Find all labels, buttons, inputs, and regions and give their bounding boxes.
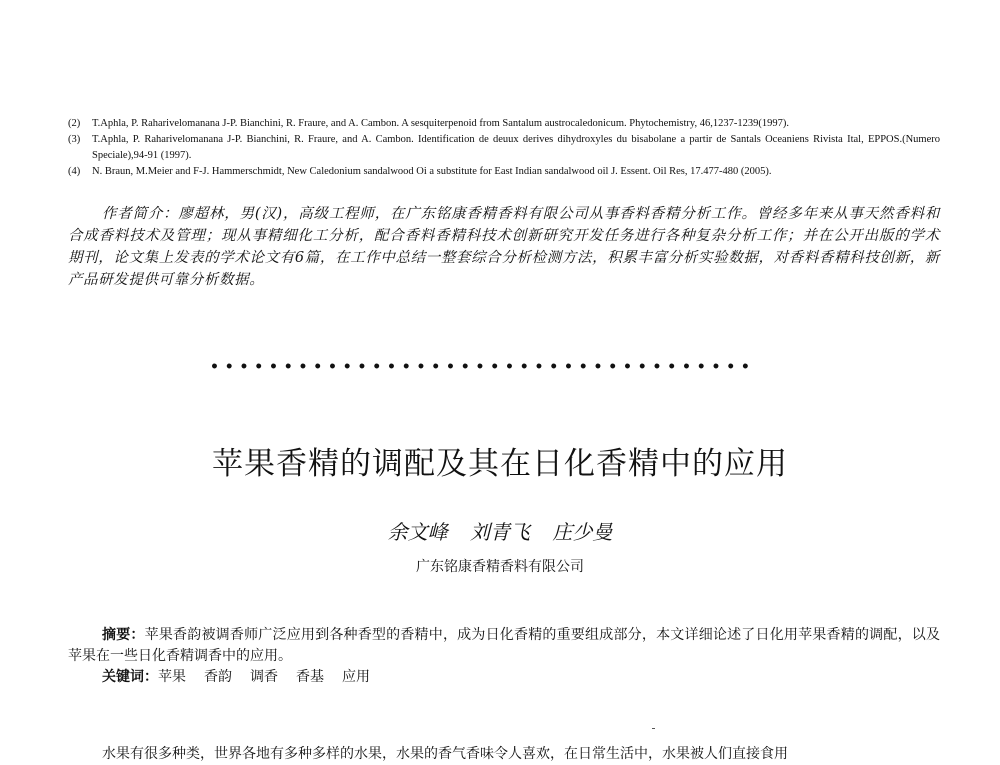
keyword: 香基 [296,669,324,685]
keyword: 香韵 [204,669,232,685]
keyword: 调香 [250,669,278,685]
keyword: 应用 [342,669,370,685]
author-name: 余文峰 [387,520,448,544]
abstract-paragraph [68,625,940,667]
abstract-text: 苹果香韵被调香师广泛应用到各种香型的香精中，成为日化香精的重要组成部分，本文详细论述了日化用苹果香精的调配，以及苹果在一些日化香精调香中的应用。 [68,627,941,664]
scan-mark [652,728,655,729]
reference-number: (3) [68,134,81,145]
author-bio: 作者简介：廖超林，男(汉)，高级工程师，在广东铭康香精香料有限公司从事香料香精分析工作。曾经多年来从事天然香料和合成香料技术及管理；现从事精细化工分析，配合香料香精科技术创新研究开发任务进行各种复杂分析工作；并在公开出版的学术期刊，论文集上发表的学术论文有6篇，在工作中总结一整套综合分析检测方法，积累丰富分析实验数据，对香料香精科技创新，新产品研发提供可靠分析数据。 [68,206,940,288]
reference-item [68,164,940,180]
affiliation: 广东铭康香精香料有限公司 [416,559,584,575]
article-title: 苹果香精的调配及其在日化香精中的应用 [212,446,788,482]
body-paragraph: 水果有很多种类，世界各地有多种多样的水果，水果的香气香味令人喜欢，在日常生活中，水果被人们直接食用 [102,746,788,762]
keyword: 苹果 [158,669,186,685]
section-separator: ••••••••••••••••••••••••••••••••••••• [210,361,756,373]
reference-item [68,116,940,132]
reference-text: N. Braun, M.Meier and F-J. Hammerschmidt, New Caledonium sandalwood Oi a substitute for East Indian sandalwood oil J. Essent. Oil Res, 17.477-480 (2005). [92,166,772,177]
reference-number: (2) [68,118,81,129]
abstract-label: 摘要： [102,627,145,643]
abstract-block [68,625,940,688]
keywords-line [68,667,940,688]
reference-text: T.Aphla, P. Raharivelomanana J-P. Bianchini, R. Fraure, and A. Cambon. Identification de deuux derives dihydroxyles du bisabolane a partir de Santals Oceaniens Rivista Ital, EPPOS.(Numero Speciale),94-91 (1997). [92,134,940,161]
author-list [0,518,1000,546]
reference-number: (4) [68,166,81,177]
reference-item [68,132,940,164]
keywords-label: 关键词： [102,669,158,685]
author-name: 庄少曼 [552,520,613,544]
references-list [68,116,940,180]
author-name: 刘青飞 [470,520,530,544]
reference-text: T.Aphla, P. Raharivelomanana J-P. Bianchini, R. Fraure, and A. Cambon. A sesquiterpenoid from Santalum austrocaledonicum. Phytochemistry, 46,1237-1239(1997). [92,118,789,129]
